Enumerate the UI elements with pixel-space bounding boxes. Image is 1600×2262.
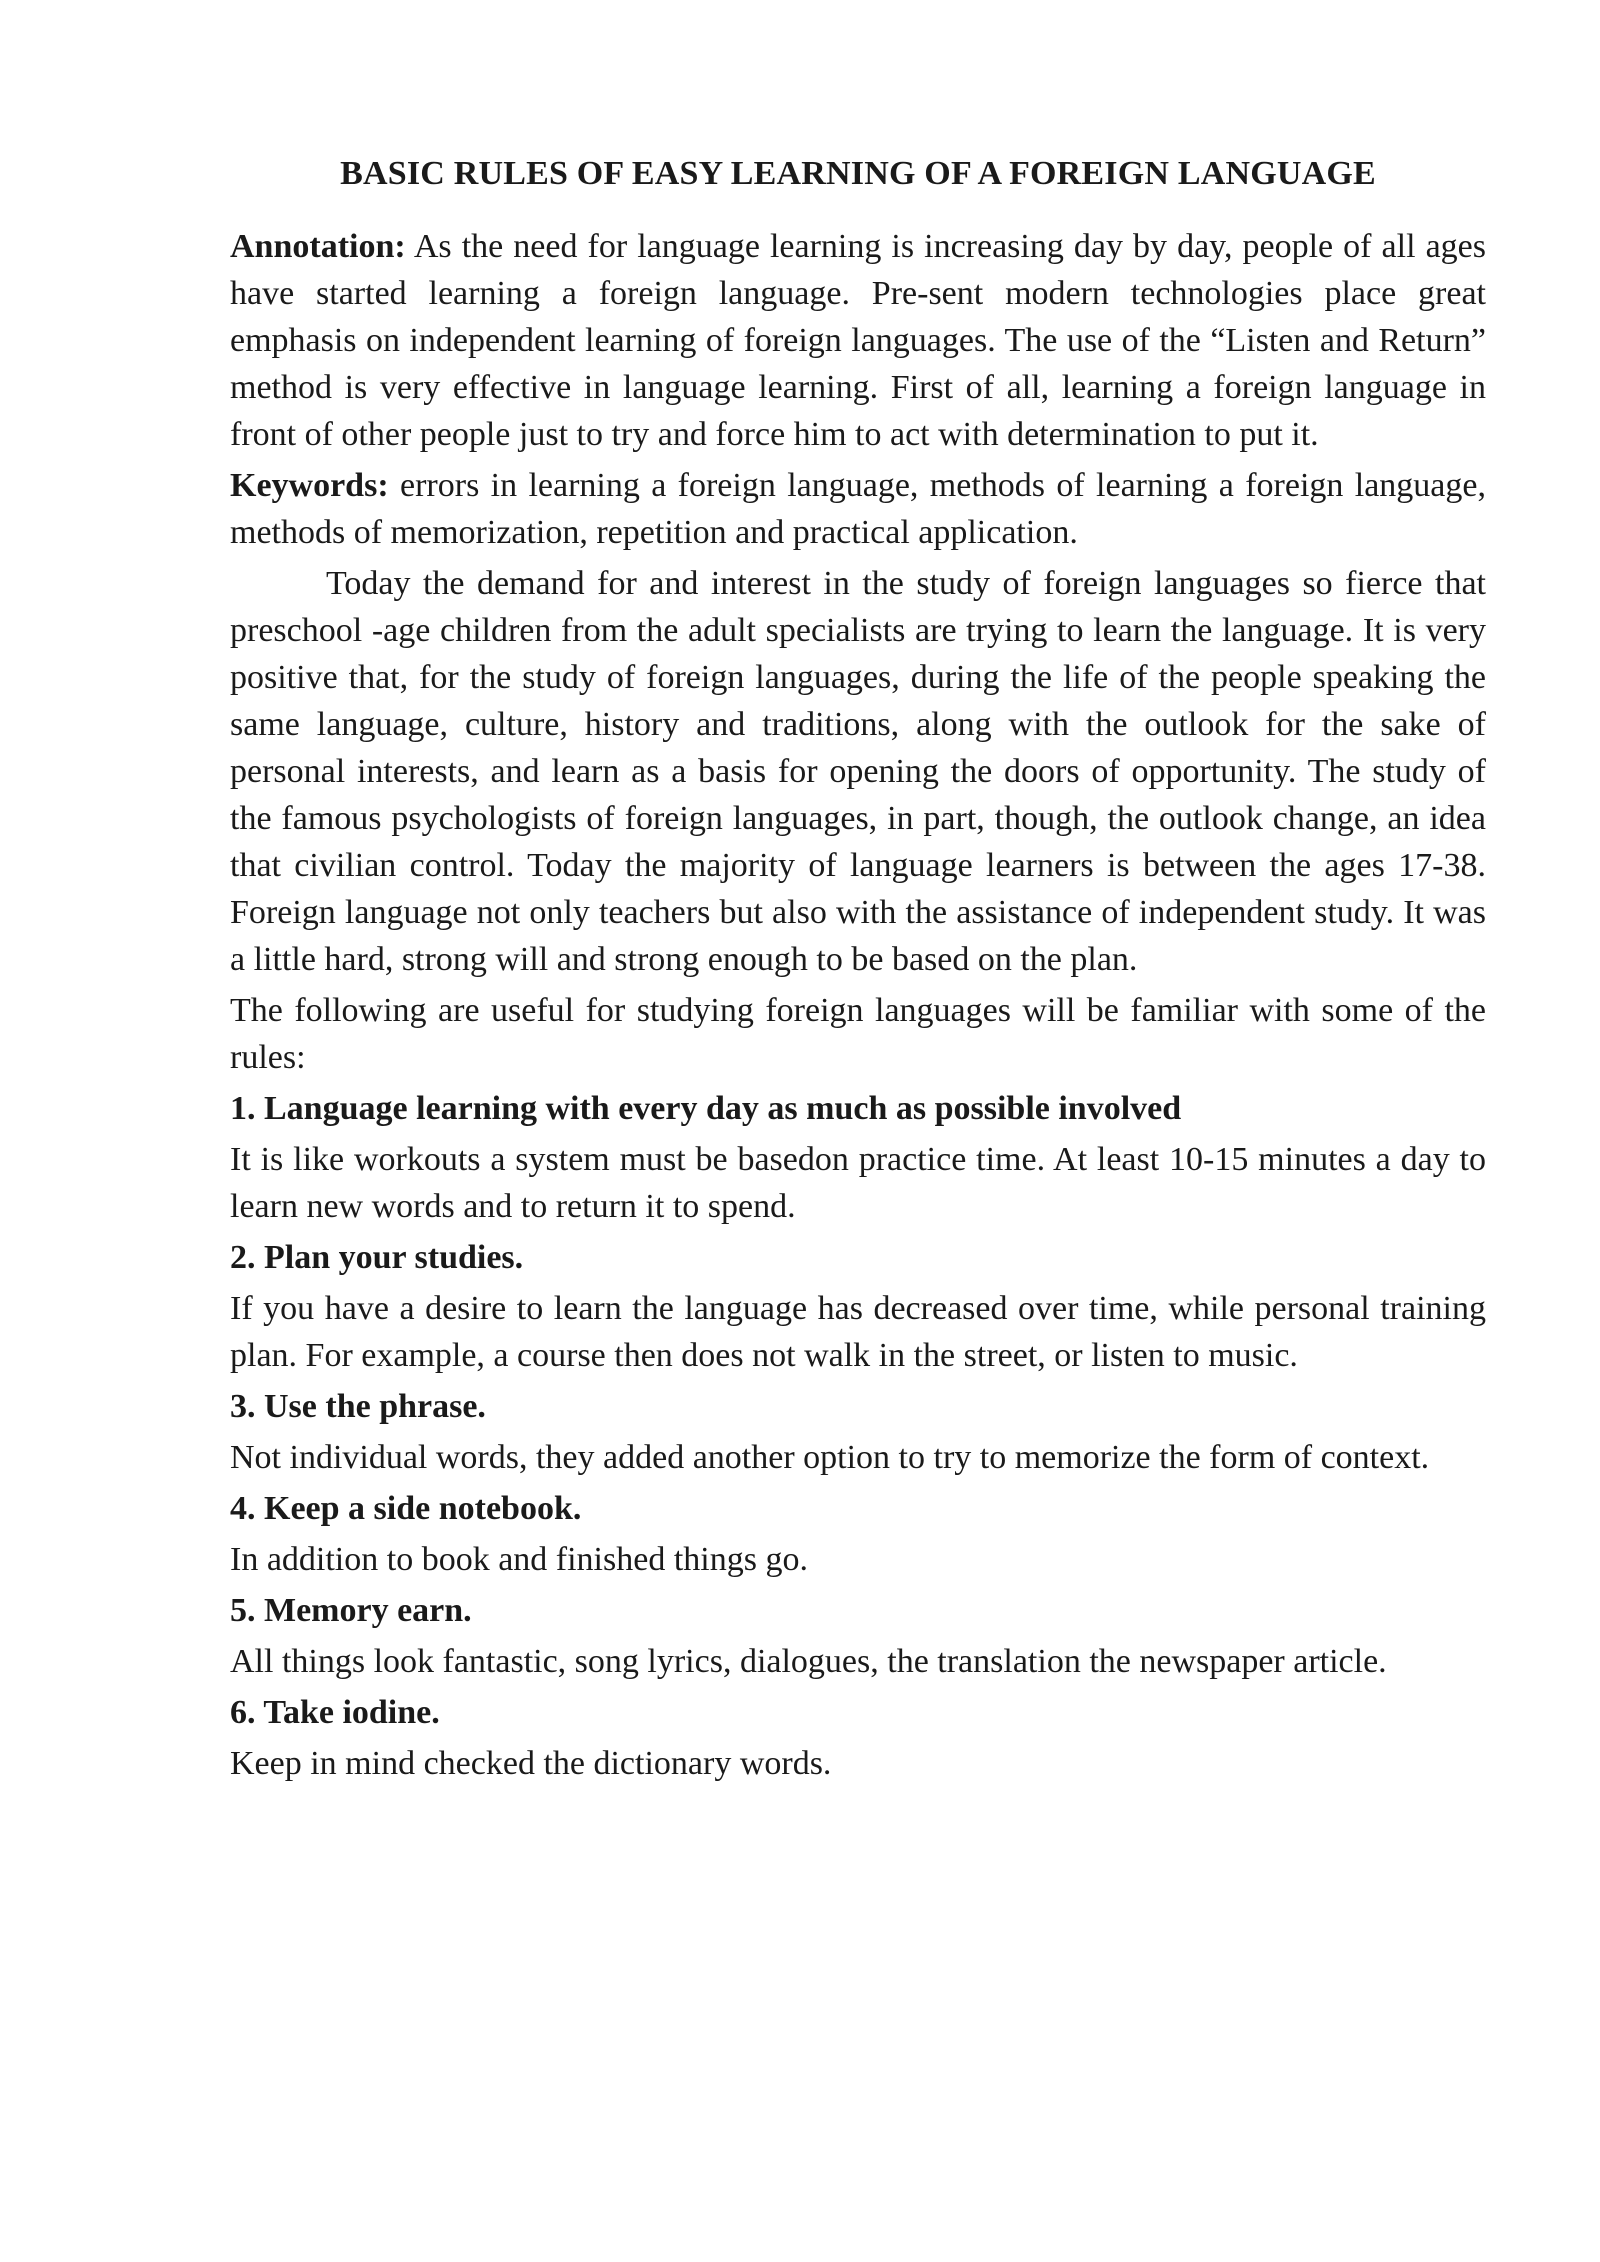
annotation-text: As the need for language learning is increasing day by day, people of all ages have started learning a foreign language. Pre-sent modern technologies place great emphasis on independent learning of foreign languages. The use of the “Listen and Return” method is very effective in language learning. First of all, learning a foreign language in front of other people just to try and force him to act with determination to put it. xyxy=(230,228,1486,453)
rule-4-text: In addition to book and finished things go. xyxy=(230,1541,808,1578)
document-page xyxy=(230,150,1486,1791)
rule-4-heading: 4. Keep a side notebook. xyxy=(230,1490,582,1527)
keywords-label: Keywords: xyxy=(230,467,389,504)
rule-1-heading: 1. Language learning with every day as much as possible involved xyxy=(230,1090,1182,1127)
rule-3-heading: 3. Use the phrase. xyxy=(230,1388,486,1425)
rule-1-text: It is like workouts a system must be basedon practice time. At least 10-15 minutes a day to learn new words and to return it to spend. xyxy=(230,1141,1486,1225)
keywords-paragraph xyxy=(230,462,1486,556)
document-title: BASIC RULES OF EASY LEARNING OF A FOREIGN LANGUAGE xyxy=(340,155,1376,192)
rule-6-heading: 6. Take iodine. xyxy=(230,1694,440,1731)
annotation-paragraph xyxy=(230,223,1486,458)
keywords-text: errors in learning a foreign language, methods of learning a foreign language, methods of memorization, repetition and practical application. xyxy=(230,467,1486,551)
body-paragraph-2: The following are useful for studying foreign languages will be familiar with some of the rules: xyxy=(230,992,1486,1076)
rule-2-text: If you have a desire to learn the language has decreased over time, while personal training plan. For example, a course then does not walk in the street, or listen to music. xyxy=(230,1290,1486,1374)
rule-5-text: All things look fantastic, song lyrics, dialogues, the translation the newspaper article. xyxy=(230,1643,1387,1680)
rule-5-heading: 5. Memory earn. xyxy=(230,1592,472,1629)
rule-2-heading: 2. Plan your studies. xyxy=(230,1239,524,1276)
annotation-label: Annotation: xyxy=(230,228,406,265)
rule-3-text: Not individual words, they added another option to try to memorize the form of context. xyxy=(230,1439,1430,1476)
rule-6-text: Keep in mind checked the dictionary words. xyxy=(230,1745,832,1782)
body-paragraph-1: Today the demand for and interest in the study of foreign languages so fierce that preschool -age children from the adult specialists are trying to learn the language. It is very positive that, for the study of foreign languages, during the life of the people speaking the same language, culture, history and traditions, along with the outlook for the sake of personal interests, and learn as a basis for opening the doors of opportunity. The study of the famous psychologists of foreign languages, in part, though, the outlook change, an idea that civilian control. Today the majority of language learners is between the ages 17-38. Foreign language not only teachers but also with the assistance of independent study. It was a little hard, strong will and strong enough to be based on the plan. xyxy=(230,565,1486,978)
